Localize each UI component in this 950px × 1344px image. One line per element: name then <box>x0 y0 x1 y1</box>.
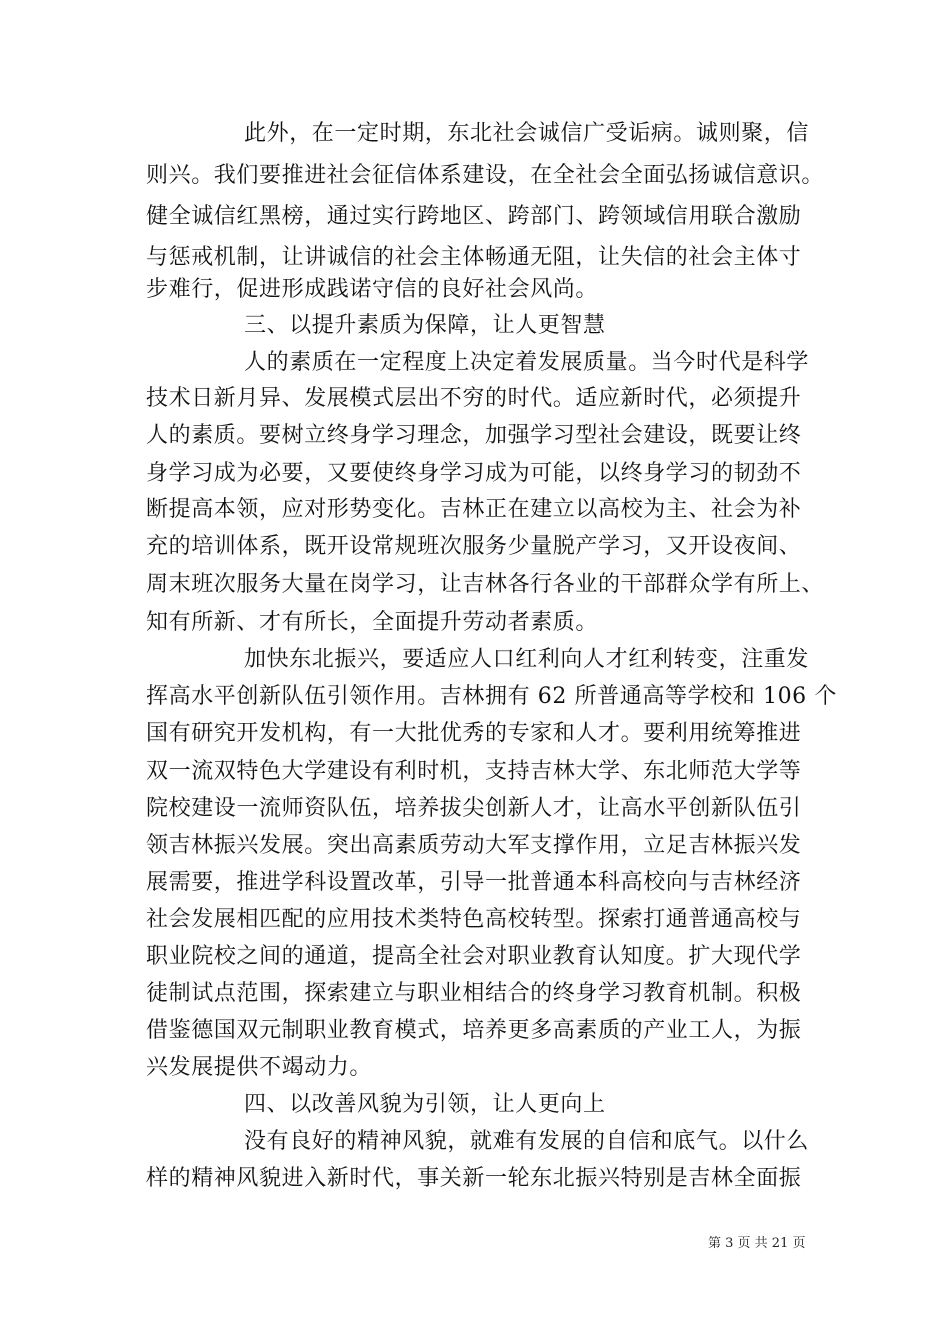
paragraph-line: 知有所新、才有所长，全面提升劳动者素质。 <box>146 610 599 635</box>
section-heading: 四、以改善风貌为引领，让人更向上 <box>244 1092 606 1117</box>
paragraph-line: 则兴。我们要推进社会征信体系建设，在全社会全面弘扬诚信意识。 <box>146 163 825 188</box>
paragraph-line: 兴发展提供不竭动力。 <box>146 1055 373 1080</box>
paragraph-line: 展需要，推进学科设置改革，引导一批普通本科高校向与吉林经济 <box>146 870 802 895</box>
paragraph-line: 人的素质在一定程度上决定着发展质量。当今时代是科学 <box>244 350 810 375</box>
paragraph-line: 样的精神风貌进入新时代，事关新一轮东北振兴特别是吉林全面振 <box>146 1166 802 1191</box>
paragraph-line: 借鉴德国双元制职业教育模式，培养更多高素质的产业工人，为振 <box>146 1018 802 1043</box>
paragraph-line: 技术日新月异、发展模式层出不穷的时代。适应新时代，必须提升 <box>146 386 802 411</box>
page-number: 第 3 页 共 21 页 <box>708 1236 806 1251</box>
paragraph-line: 国有研究开发机构，有一大批优秀的专家和人才。要利用统筹推进 <box>146 721 802 746</box>
section-heading: 三、以提升素质为保障，让人更智慧 <box>244 313 606 338</box>
paragraph-line: 职业院校之间的通道，提高全社会对职业教育认知度。扩大现代学 <box>146 944 802 969</box>
paragraph-line: 周末班次服务大量在岗学习，让吉林各行各业的干部群众学有所上、 <box>146 572 825 597</box>
paragraph-line: 社会发展相匹配的应用技术类特色高校转型。探索打通普通高校与 <box>146 907 802 932</box>
paragraph-line: 与惩戒机制，让讲诚信的社会主体畅通无阻，让失信的社会主体寸 <box>146 245 802 270</box>
paragraph-line: 健全诚信红黑榜，通过实行跨地区、跨部门、跨领域信用联合激励 <box>146 204 802 229</box>
paragraph-line: 加快东北振兴，要适应人口红利向人才红利转变，注重发 <box>244 647 810 672</box>
paragraph-line: 充的培训体系，既开设常规班次服务少量脱产学习，又开设夜间、 <box>146 534 802 559</box>
paragraph-line: 身学习成为必要，又要使终身学习成为可能，以终身学习的韧劲不 <box>146 461 802 486</box>
paragraph-line: 领吉林振兴发展。突出高素质劳动大军支撑作用，立足吉林振兴发 <box>146 833 802 858</box>
paragraph-line: 挥高水平创新队伍引领作用。吉林拥有 62 所普通高等学校和 106 个 <box>146 684 837 709</box>
paragraph-line: 此外，在一定时期，东北社会诚信广受诟病。诚则聚，信 <box>244 121 810 146</box>
paragraph-line: 双一流双特色大学建设有利时机，支持吉林大学、东北师范大学等 <box>146 759 802 784</box>
paragraph-line: 没有良好的精神风貌，就难有发展的自信和底气。以什么 <box>244 1129 810 1154</box>
paragraph-line: 院校建设一流师资队伍，培养拔尖创新人才，让高水平创新队伍引 <box>146 796 802 821</box>
paragraph-line: 步难行，促进形成践诺守信的良好社会风尚。 <box>146 277 599 302</box>
paragraph-line: 人的素质。要树立终身学习理念，加强学习型社会建设，既要让终 <box>146 423 802 448</box>
paragraph-line: 断提高本领，应对形势变化。吉林正在建立以高校为主、社会为补 <box>146 497 802 522</box>
paragraph-line: 徒制试点范围，探索建立与职业相结合的终身学习教育机制。积极 <box>146 981 802 1006</box>
